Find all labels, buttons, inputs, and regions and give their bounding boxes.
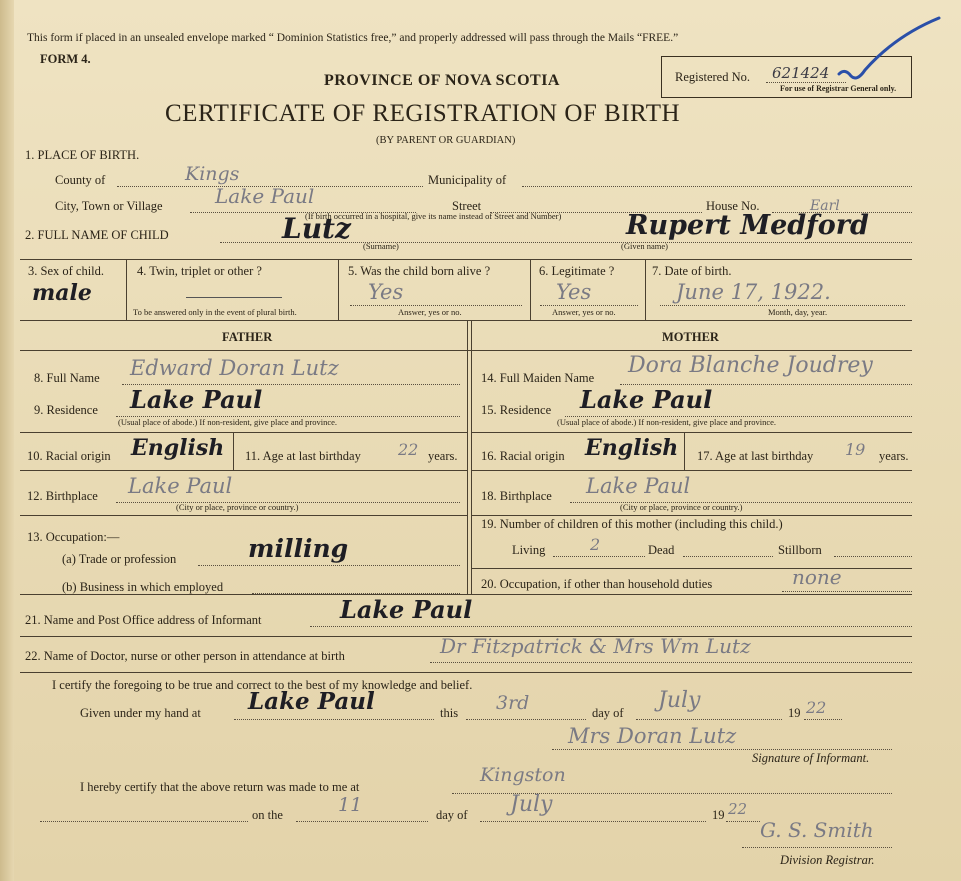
father-racial-label: 10. Racial origin xyxy=(27,449,111,463)
doctor-value: Dr Fitzpatrick & Mrs Wm Lutz xyxy=(440,634,751,658)
certify-statement: I certify the foregoing to be true and correct to the best of my knowledge and belief. xyxy=(52,678,473,692)
mother-occupation-value: none xyxy=(792,565,842,589)
child-surname-value: Lutz xyxy=(282,212,351,245)
stillborn-label: Stillborn xyxy=(778,543,822,557)
father-birthplace-label: 12. Birthplace xyxy=(27,489,98,503)
mailing-notice: This form if placed in an unsealed envelope marked “ Dominion Statistics free,” and properly addressed will pass through the Mails “FREE.” xyxy=(27,32,679,44)
hospital-note: (If birth occurred in a hospital, give its name instead of Street and Number) xyxy=(305,211,562,221)
registrar-caption: Division Registrar. xyxy=(780,853,875,867)
registrar-note: For use of Registrar General only. xyxy=(780,84,897,93)
surname-caption: (Surname) xyxy=(363,241,399,251)
street-label: Street xyxy=(452,199,482,213)
city-label: City, Town or Village xyxy=(55,199,163,213)
county-value: Kings xyxy=(185,163,240,185)
given-label: Given under my hand at xyxy=(80,706,201,720)
mother-name-label: 14. Full Maiden Name xyxy=(481,371,595,385)
day-value: 3rd xyxy=(496,692,530,714)
registrar-place-value: Kingston xyxy=(480,764,566,786)
registrar-month-value: July xyxy=(510,792,553,817)
mother-heading: MOTHER xyxy=(662,330,719,344)
year-prefix: 19 xyxy=(788,706,801,720)
trade-label: (a) Trade or profession xyxy=(62,552,177,566)
legitimate-note: Answer, yes or no. xyxy=(552,307,616,317)
mother-residence-note: (Usual place of abode.) If non-resident, give place and province. xyxy=(557,417,777,427)
mother-racial-label: 16. Racial origin xyxy=(481,449,565,463)
this-label: this xyxy=(440,706,459,720)
mother-age-value: 19 xyxy=(845,440,866,459)
sex-value: male xyxy=(32,280,92,306)
mother-residence-value: Lake Paul xyxy=(580,385,713,414)
father-residence-note: (Usual place of abode.) If non-resident, give place and province. xyxy=(118,417,338,427)
mother-years: years. xyxy=(879,449,909,463)
registrar-day-value: 11 xyxy=(338,794,363,816)
father-age-label: 11. Age at last birthday xyxy=(245,449,361,463)
living-label: Living xyxy=(512,543,546,557)
father-name-label: 8. Full Name xyxy=(34,371,100,385)
father-heading: FATHER xyxy=(222,330,273,344)
twin-note: To be answered only in the event of plural birth. xyxy=(133,307,297,317)
legitimate-value: Yes xyxy=(556,280,592,304)
paper-edge xyxy=(0,0,14,881)
house-label: House No. xyxy=(706,199,760,213)
twin-label: 4. Twin, triplet or other ? xyxy=(137,264,262,278)
father-occupation-label: 13. Occupation:— xyxy=(27,530,120,544)
father-age-value: 22 xyxy=(398,440,419,459)
mother-age-label: 17. Age at last birthday xyxy=(697,449,814,463)
informant-value: Lake Paul xyxy=(340,595,473,624)
father-birthplace-value: Lake Paul xyxy=(128,474,233,498)
certificate-subtitle: (BY PARENT OR GUARDIAN) xyxy=(376,135,516,146)
registrar-signature: G. S. Smith xyxy=(760,818,874,842)
mother-birthplace-note: (City or place, province or country.) xyxy=(620,502,743,512)
mother-racial-value: English xyxy=(585,435,679,461)
mother-birthplace-label: 18. Birthplace xyxy=(481,489,552,503)
year-value: 22 xyxy=(806,698,827,717)
day-of-label: day of xyxy=(592,706,624,720)
province-heading: PROVINCE OF NOVA SCOTIA xyxy=(324,72,560,89)
father-racial-value: English xyxy=(131,435,225,461)
mother-occupation-label: 20. Occupation, if other than household duties xyxy=(481,577,713,591)
check-mark-icon xyxy=(835,14,945,84)
place-of-birth-label: 1. PLACE OF BIRTH. xyxy=(25,148,140,162)
registrar-year-prefix: 19 xyxy=(712,808,725,822)
informant-signature: Mrs Doran Lutz xyxy=(568,724,737,748)
mother-residence-label: 15. Residence xyxy=(481,403,552,417)
father-years: years. xyxy=(428,449,458,463)
given-place-value: Lake Paul xyxy=(248,688,375,715)
dob-label: 7. Date of birth. xyxy=(652,264,732,278)
city-value: Lake Paul xyxy=(215,184,315,208)
alive-label: 5. Was the child born alive ? xyxy=(348,264,491,278)
living-value: 2 xyxy=(590,535,601,554)
dob-note: Month, day, year. xyxy=(768,307,828,317)
registrar-day-of-label: day of xyxy=(436,808,468,822)
registrar-statement: I hereby certify that the above return was made to me at xyxy=(80,780,360,794)
mother-name-value: Dora Blanche Joudrey xyxy=(628,353,873,378)
month-value: July xyxy=(658,688,701,713)
father-name-value: Edward Doran Lutz xyxy=(130,356,339,380)
legitimate-label: 6. Legitimate ? xyxy=(539,264,615,278)
form-number: FORM 4. xyxy=(40,52,91,66)
sex-label: 3. Sex of child. xyxy=(28,264,105,278)
informant-label: 21. Name and Post Office address of Informant xyxy=(25,613,262,627)
doctor-label: 22. Name of Doctor, nurse or other person in attendance at birth xyxy=(25,649,345,663)
child-given-extra: Earl xyxy=(810,198,840,214)
children-count-label: 19. Number of children of this mother (including this child.) xyxy=(481,517,783,531)
dob-value: June 17, 1922. xyxy=(676,280,831,304)
father-birthplace-note: (City or place, province or country.) xyxy=(176,502,299,512)
father-residence-label: 9. Residence xyxy=(34,403,98,417)
municipality-label: Municipality of xyxy=(428,173,507,187)
given-caption: (Given name) xyxy=(621,241,668,251)
registered-label: Registered No. xyxy=(675,70,750,84)
alive-note: Answer, yes or no. xyxy=(398,307,462,317)
child-given-value: Rupert Medford xyxy=(626,210,869,241)
certificate-title: CERTIFICATE OF REGISTRATION OF BIRTH xyxy=(165,100,681,127)
county-label: County of xyxy=(55,173,106,187)
registered-number: 621424 xyxy=(772,64,830,82)
business-label: (b) Business in which employed xyxy=(62,580,224,594)
informant-signature-caption: Signature of Informant. xyxy=(752,751,870,765)
child-name-label: 2. FULL NAME OF CHILD xyxy=(25,228,169,242)
mother-birthplace-value: Lake Paul xyxy=(586,474,691,498)
alive-value: Yes xyxy=(368,280,404,304)
registrar-year-value: 22 xyxy=(728,800,748,818)
father-residence-value: Lake Paul xyxy=(130,385,263,414)
on-the-label: on the xyxy=(252,808,283,822)
dead-label: Dead xyxy=(648,543,675,557)
trade-value: milling xyxy=(248,534,349,563)
